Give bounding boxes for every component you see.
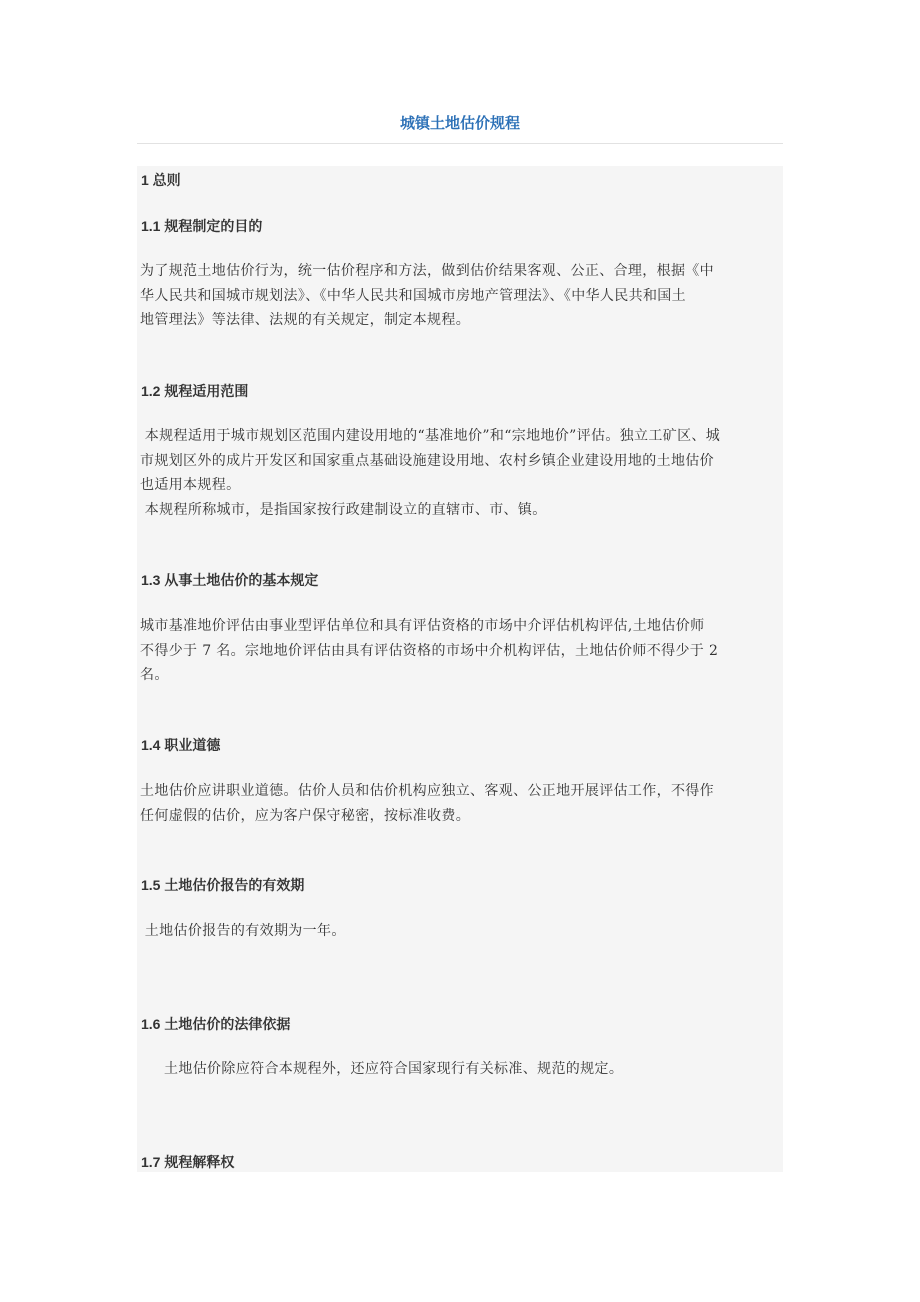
title-divider [137, 143, 783, 144]
section-heading-1: 1 总则 [141, 172, 181, 188]
section-heading-1-6: 1.6 土地估价的法律依据 [141, 1016, 291, 1032]
section-body-1-1 [140, 259, 782, 333]
section-body-1-2 [140, 424, 782, 522]
section-heading-1-2: 1.2 规程适用范围 [141, 383, 249, 399]
body-line: 市规划区外的成片开发区和国家重点基础设施建设用地、农村乡镇企业建设用地的土地估价 [140, 452, 714, 469]
body-line: 本规程所称城市，是指国家按行政建制设立的直辖市、市、镇。 [140, 501, 547, 518]
body-line: 华人民共和国城市规划法》、《中华人民共和国城市房地产管理法》、《中华人民共和国土 [140, 287, 686, 304]
body-line: 城市基准地价评估由事业型评估单位和具有评估资格的市场中介评估机构评估,土地估价师 [140, 618, 705, 634]
body-line: 任何虚假的估价，应为客户保守秘密，按标准收费。 [140, 807, 471, 824]
section-heading-1-4: 1.4 职业道德 [141, 737, 221, 753]
body-line: 土地估价除应符合本规程外，还应符合国家现行有关标准、规范的规定。 [140, 1061, 624, 1077]
section-heading-1-1: 1.1 规程制定的目的 [141, 218, 263, 234]
section-body-1-4 [140, 779, 782, 828]
body-line: 也适用本规程。 [140, 477, 241, 493]
body-line: 名。 [140, 667, 169, 683]
body-line: 地管理法》等法律、法规的有关规定，制定本规程。 [140, 312, 471, 328]
document-title: 城镇土地估价规程 [399, 115, 520, 132]
body-line: 土地估价应讲职业道德。估价人员和估价机构应独立、客观、公正地开展评估工作，不得作 [140, 783, 714, 799]
body-line: 本规程适用于城市规划区范围内建设用地的“基准地价”和“宗地地价”评估。独立工矿区、城 [140, 428, 721, 444]
body-line: 不得少于 7 名。宗地地价评估由具有评估资格的市场中介机构评估，土地估价师不得少于 2 [140, 642, 719, 659]
section-body-1-3 [140, 614, 782, 688]
body-line: 为了规范土地估价行为，统一估价程序和方法，做到估价结果客观、公正、合理，根据《中 [140, 263, 714, 279]
section-body-1-5 [140, 919, 782, 944]
section-heading-1-7: 1.7 规程解释权 [141, 1154, 235, 1170]
section-heading-1-5: 1.5 土地估价报告的有效期 [141, 877, 305, 893]
body-line: 土地估价报告的有效期为一年。 [140, 923, 346, 939]
section-body-1-6 [140, 1057, 782, 1082]
section-heading-1-3: 1.3 从事土地估价的基本规定 [141, 572, 319, 588]
